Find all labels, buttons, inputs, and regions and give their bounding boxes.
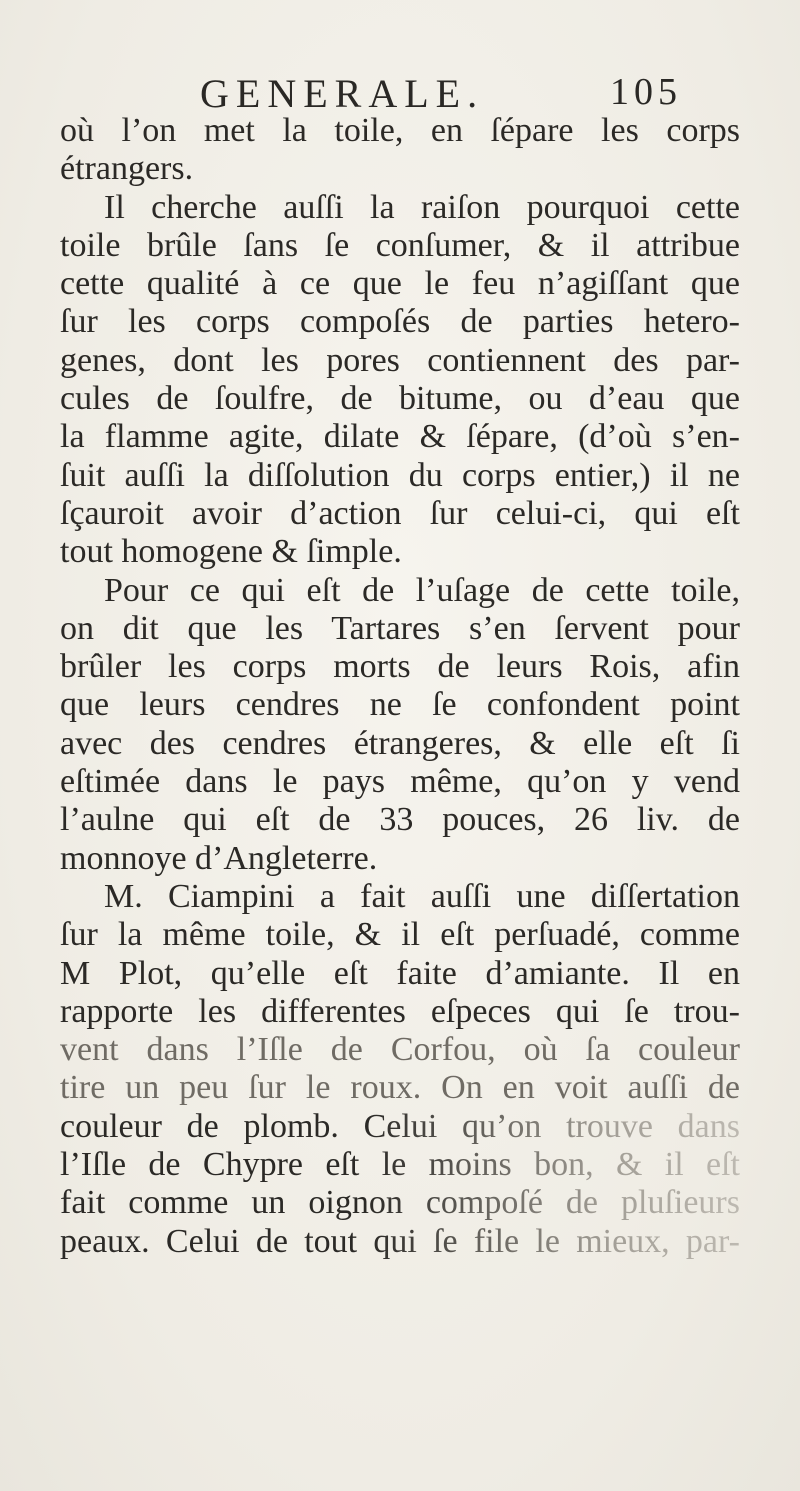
text-line: rapporte les differentes eſpeces qui ſe trou-	[60, 992, 740, 1030]
running-title: GENERALE.	[200, 71, 485, 116]
text-line: Pour ce qui eſt de l’uſage de cette toile,	[104, 571, 740, 609]
text-line: brûler les corps morts de leurs Rois, afin	[60, 648, 740, 686]
text-line: ſuit auſſi la diſſolution du corps entier,) il ne	[60, 456, 740, 494]
text-line: Il cherche auſſi la raiſon pourquoi cette	[104, 188, 740, 226]
text-line: toile brûle ſans ſe conſumer, & il attribue	[60, 226, 740, 264]
text-line: monnoye d’Angleterre.	[60, 839, 378, 877]
text-line: ſur la même toile, & il eſt perſuadé, comme	[60, 916, 740, 954]
text-line: M Plot, qu’elle eſt faite d’amiante. Il en	[60, 954, 740, 992]
text-line: genes, dont les pores contiennent des par-	[60, 341, 740, 379]
text-line: ſçauroit avoir d’action ſur celui-ci, qui eſt	[60, 494, 740, 532]
text-line: ſur les corps compoſés de parties hetero-	[60, 303, 740, 341]
text-line: l’aulne qui eſt de 33 pouces, 26 liv. de	[60, 801, 740, 839]
text-line: eſtimée dans le pays même, qu’on y vend	[60, 763, 740, 801]
text-line: étrangers.	[60, 150, 194, 188]
text-line: tout homogene & ſimple.	[60, 533, 402, 571]
page-number: 105	[610, 71, 682, 113]
text-line: on dit que les Tartares s’en ſervent pour	[60, 609, 740, 647]
text-line: fait comme un oignon compoſé de pluſieurs	[60, 1184, 740, 1222]
text-line: vent dans l’Iſle de Corfou, où ſa couleur	[60, 1031, 740, 1069]
text-line: cules de ſoulfre, de bitume, ou d’eau que	[60, 380, 740, 418]
text-line: l’Iſle de Chypre eſt le moins bon, & il eſt	[60, 1146, 740, 1184]
text-line: couleur de plomb. Celui qu’on trouve dans	[60, 1107, 740, 1145]
text-line: où l’on met la toile, en ſépare les corps	[60, 112, 740, 149]
text-line: avec des cendres étrangeres, & elle eſt ſi	[60, 724, 740, 762]
text-line: la flamme agite, dilate & ſépare, (d’où s’en-	[60, 418, 740, 456]
text-line: cette qualité à ce que le feu n’agiſſant que	[60, 265, 740, 303]
body-text	[60, 112, 740, 1261]
text-line: M. Ciampini a fait auſſi une diſſertation	[104, 877, 740, 915]
text-line: que leurs cendres ne ſe confondent point	[60, 686, 740, 724]
text-line: peaux. Celui de tout qui ſe file le mieux, par-	[60, 1222, 740, 1260]
text-line: tire un peu ſur le roux. On en voit auſſi de	[60, 1069, 740, 1107]
